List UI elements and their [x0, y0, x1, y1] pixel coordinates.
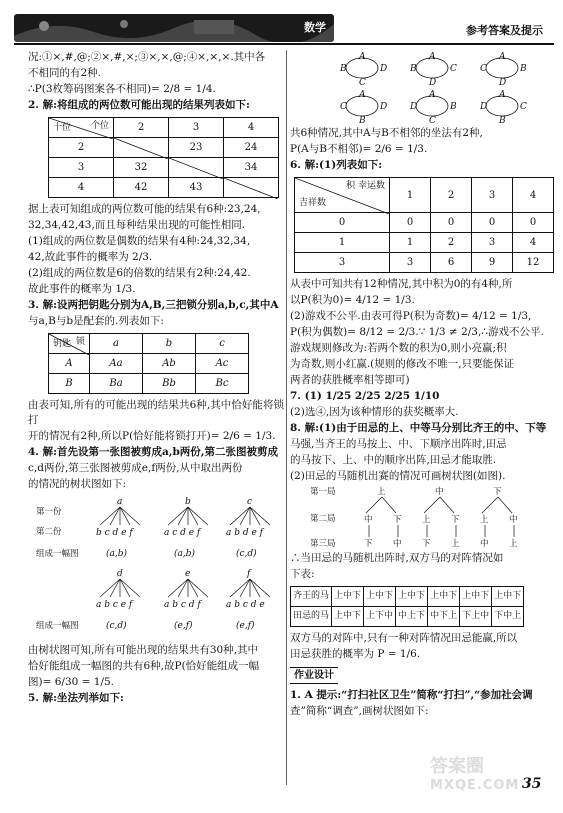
oval-label: B	[410, 64, 417, 74]
tree-node: 上	[451, 539, 460, 549]
tree-node: b	[185, 497, 191, 507]
tree-pair: (a,b)	[174, 549, 196, 559]
text-line: 故此事件的概率为 1/3.	[28, 283, 136, 295]
q3-table	[48, 333, 249, 394]
table-cell: 中上下	[396, 607, 428, 627]
table-header-cell: b	[143, 334, 196, 354]
tree-pair: (e,f)	[236, 621, 255, 631]
text-line: 两者的获胜概率相等即可)	[290, 374, 410, 386]
text-line: 不相同的有2种.	[28, 67, 102, 79]
tree-pair: (c,d)	[236, 549, 257, 559]
table-cell: 上中下	[332, 607, 364, 627]
table-cell: 齐王的马	[291, 587, 332, 607]
oval-label: B	[340, 64, 347, 74]
table-cell: 0	[431, 213, 472, 233]
tree-node: 上	[377, 487, 386, 497]
table-cell: 2	[431, 233, 472, 253]
tree-row-label: 第一局	[310, 487, 336, 497]
text-line: 由树状图可知,所有可能出现的结果共有30种,其中	[28, 644, 259, 656]
table-cell: 32	[114, 158, 169, 178]
header-title: 参考答案及提示	[466, 24, 543, 37]
oval-label: C	[480, 64, 487, 74]
text-line: 据上表可知组成的两位数可能的结果有6种:23,24,	[28, 203, 261, 215]
text-line: 从表中可知共有12种情况,其中积为0的有4种,所	[290, 278, 513, 290]
oval-label: C	[520, 102, 527, 112]
question-6: 6. 解:(1)列表如下:	[290, 159, 383, 171]
table-header-cell: 2	[431, 178, 472, 213]
table-cell: Bb	[143, 374, 196, 394]
text-line: 双方马的对阵中,只有一种对阵情况田忌能赢,所以	[290, 632, 518, 644]
tree-node: 下	[451, 515, 460, 525]
table-corner: 积 幸运数 吉祥数	[295, 178, 390, 213]
tree-node: 下	[393, 515, 402, 525]
table-cell: 3	[49, 158, 114, 178]
oval-label: D	[410, 102, 418, 112]
tree-pair: (a,b)	[106, 549, 128, 559]
table-cell: 0	[390, 213, 431, 233]
table-cell: Ba	[90, 374, 143, 394]
question-7: 7. (1) 1/25 2/25 2/25 1/10	[290, 390, 440, 402]
question-2: 2. 解:将组成的两位数可能出现的结果列表如下:	[28, 99, 250, 111]
text-line: ∴当田忌的马随机出阵时,双方马的对阵情况如	[290, 552, 504, 564]
text-line: 图)= 6/30 = 1/5.	[28, 676, 115, 688]
table-corner: 个位 十位	[49, 118, 114, 138]
table-cell: 下中上	[492, 607, 524, 627]
table-header-cell: 4	[224, 118, 279, 138]
table-header-cell: a	[90, 334, 143, 354]
tree-node: e	[185, 569, 191, 579]
oval-label: B	[499, 116, 506, 126]
oval-label: A	[429, 52, 436, 62]
text-line: 况:①×,#,@;②×,#,×;③×,×,@;④×,×,×.其中各	[28, 51, 266, 63]
tree-node: 下	[493, 487, 502, 497]
table-cell: Bc	[196, 374, 249, 394]
text-line: (2)选④,因为该种情形的获奖概率大.	[290, 406, 459, 418]
q6-table	[294, 177, 554, 273]
text-line: P(积为偶数)= 8/12 = 2/3.∵ 1/3 ≠ 2/3,∴游戏不公平.	[290, 326, 544, 338]
question-3: 3. 解:设两把钥匙分别为A,B,三把锁分别a,b,c,其中A	[28, 299, 279, 311]
oval-label: A	[359, 52, 366, 62]
tree-leaves: b c d e f	[96, 528, 133, 538]
table-cell: 1	[295, 233, 390, 253]
tree-row-label: 第一份	[36, 507, 62, 517]
tree-node: f	[247, 569, 251, 579]
tree-node: a	[117, 497, 123, 507]
table-cell: 0	[295, 213, 390, 233]
text-line: 查”简称“调查”,画树状图如下:	[290, 705, 429, 717]
text-line: 开的情况有2种,所以P(恰好能将锁打开)= 2/6 = 1/3.	[28, 430, 276, 442]
oval-label: B	[520, 64, 527, 74]
tree-pair: (e,f)	[174, 621, 193, 631]
oval-label: B	[450, 102, 457, 112]
oval-label: C	[450, 64, 457, 74]
text-line: 共6种情况,其中A与B不相邻的坐法有2种,	[290, 127, 483, 139]
tree-row-label: 第三局	[310, 539, 336, 549]
q2-table	[48, 117, 279, 198]
tree-node: d	[117, 569, 123, 579]
text-line: 与a,B与b是配套的.列表如下:	[28, 315, 164, 327]
table-cell: 田忌的马	[291, 607, 332, 627]
tree-leaves: a c d e f	[164, 528, 201, 538]
text-line: 的情况的树状图如下:	[28, 478, 127, 490]
table-cell: 12	[513, 253, 554, 273]
page-header	[0, 0, 563, 44]
table-cell-diagonal	[169, 158, 224, 178]
table-cell: 上中下	[396, 587, 428, 607]
oval-label: A	[359, 90, 366, 100]
tree-row-label: 组成一幅图	[36, 621, 79, 631]
table-cell: 4	[513, 233, 554, 253]
oval-label: A	[499, 90, 506, 100]
text-line: 由表可知,所有的可能出现的结果共6种,其中恰好能将锁打	[28, 399, 284, 426]
question-8: 8. 解:(1)由于田忌的上、中等马分别比齐王的中、下等	[290, 422, 547, 434]
seating-diagrams	[290, 50, 540, 126]
text-line: 为奇数,则小红赢.(规则的修改不唯一,只要能保证	[290, 358, 515, 370]
homework-heading: 作业设计	[290, 667, 338, 684]
watermark: 答案圈 MXQE.COM	[430, 756, 520, 793]
table-cell: 上中下	[460, 587, 492, 607]
table-cell: 0	[513, 213, 554, 233]
text-line: 的马按下、上、中的顺序出阵,田忌才能取胜.	[290, 454, 497, 466]
text-line: 恰好能组成一幅图的共有6种,故P(恰好能组成一幅	[28, 660, 260, 672]
table-cell: 上下中	[364, 607, 396, 627]
table-header-cell: c	[196, 334, 249, 354]
oval-label: D	[380, 102, 388, 112]
text-line: (2)田忌的马随机出赛的情况可画树状图(如图).	[290, 470, 506, 482]
table-cell: 34	[224, 158, 279, 178]
tree-node: 中	[435, 487, 444, 497]
tree-leaves: a b d e f	[226, 528, 263, 538]
table-cell: Ab	[143, 354, 196, 374]
tree-node: c	[247, 497, 253, 507]
text-line: 马强,当齐王的马按上、中、下顺序出阵时,田忌	[290, 438, 507, 450]
q8-table	[290, 586, 524, 627]
table-corner: 锁 钥匙	[49, 334, 90, 354]
right-column	[290, 50, 556, 720]
tree-node: 上	[509, 539, 518, 549]
tree-row-label: 组成一幅图	[36, 549, 79, 559]
tree-leaves: a b c e f	[96, 600, 133, 610]
table-cell: 3	[472, 233, 513, 253]
tree-diagram	[28, 493, 278, 643]
table-cell: 23	[169, 138, 224, 158]
oval-label: D	[499, 78, 507, 88]
text-line: 下表:	[290, 568, 315, 580]
text-line: (2)游戏不公平.由表可得P(积为奇数)= 4/12 = 1/3,	[290, 310, 532, 322]
oval-label: D	[380, 64, 388, 74]
table-cell-diagonal	[114, 138, 169, 158]
tree-leaves: a b c d f	[164, 600, 201, 610]
text-line: ∴P(3枚筹码图案各不相同)= 2/8 = 1/4.	[28, 83, 216, 95]
table-cell: 中下上	[428, 607, 460, 627]
table-cell: 3	[390, 253, 431, 273]
table-header-cell: 2	[114, 118, 169, 138]
table-cell: 下上中	[460, 607, 492, 627]
oval-label: B	[359, 116, 366, 126]
table-cell: 6	[431, 253, 472, 273]
table-cell: 上中下	[492, 587, 524, 607]
table-cell: 3	[295, 253, 390, 273]
table-header-cell: 4	[513, 178, 554, 213]
tree-node: 中	[480, 539, 489, 549]
tree-node: 上	[480, 515, 489, 525]
text-line: 游戏规则修改为:若两个数的积为0,则小亮赢;积	[290, 342, 507, 354]
table-header-cell: 3	[472, 178, 513, 213]
header-rule	[14, 43, 554, 45]
oval-label: D	[429, 78, 437, 88]
tree-node: 下	[364, 539, 373, 549]
table-cell: 42	[114, 178, 169, 198]
table-header-cell: 3	[169, 118, 224, 138]
table-cell: 24	[224, 138, 279, 158]
oval-label: C	[340, 102, 347, 112]
table-cell: 43	[169, 178, 224, 198]
tree-leaves: a b c d e	[226, 600, 265, 610]
horse-tree-diagram	[290, 485, 540, 551]
banner-decoration-icon	[14, 14, 334, 42]
oval-label: D	[480, 102, 488, 112]
table-cell: B	[49, 374, 90, 394]
tree-row-label: 第二局	[310, 514, 336, 524]
tree-pair: (c,d)	[106, 621, 127, 631]
table-header-cell: 1	[390, 178, 431, 213]
table-cell: 1	[390, 233, 431, 253]
table-cell: 上中下	[332, 587, 364, 607]
table-cell: 4	[49, 178, 114, 198]
oval-label: A	[429, 90, 436, 100]
text-line: P(A与B不相邻)= 2/6 = 1/3.	[290, 143, 428, 155]
table-cell: 2	[49, 138, 114, 158]
text-line: 32,34,42,43,而且每种结果出现的可能性相同.	[28, 219, 246, 231]
text-line: (1)组成的两位数是偶数的结果有4种:24,32,34,	[28, 235, 251, 247]
tree-row-label: 第二份	[36, 527, 62, 537]
question-5: 5. 解:坐法列举如下:	[28, 692, 124, 704]
tree-node: 中	[509, 515, 518, 525]
homework-1: 1. A 提示:“打扫社区卫生”简称“打扫”,“参加社会调	[290, 689, 533, 701]
tree-node: 中	[364, 515, 373, 525]
table-cell: 上中下	[428, 587, 460, 607]
question-4: 4. 解:首先设第一张图被剪成a,b两份,第二张图被剪成	[28, 446, 278, 458]
banner-label: 数学	[304, 21, 326, 34]
table-cell: Ac	[196, 354, 249, 374]
oval-label: C	[359, 78, 366, 88]
text-line: 42,故此事件的概率为 2/3.	[28, 251, 153, 263]
table-cell: 0	[472, 213, 513, 233]
table-cell: Aa	[90, 354, 143, 374]
oval-label: C	[429, 116, 436, 126]
text-line: 以P(积为0)= 4/12 = 1/3.	[290, 294, 415, 306]
text-line: c,d两份,第三张图被剪成e,f两份,从中取出两份	[28, 462, 243, 474]
table-cell-diagonal	[224, 178, 279, 198]
table-cell: 9	[472, 253, 513, 273]
left-column	[28, 50, 284, 707]
text-line: 田忌获胜的概率为 P = 1/6.	[290, 648, 421, 660]
header-banner	[14, 14, 334, 42]
tree-node: 下	[422, 539, 431, 549]
column-divider	[286, 50, 287, 785]
table-cell: A	[49, 354, 90, 374]
table-cell: 上中下	[364, 587, 396, 607]
oval-label: A	[499, 52, 506, 62]
text-line: (2)组成的两位数是6的倍数的结果有2种:24,42.	[28, 267, 251, 279]
page-number: 35	[522, 776, 542, 792]
tree-node: 中	[393, 539, 402, 549]
tree-node: 上	[422, 515, 431, 525]
